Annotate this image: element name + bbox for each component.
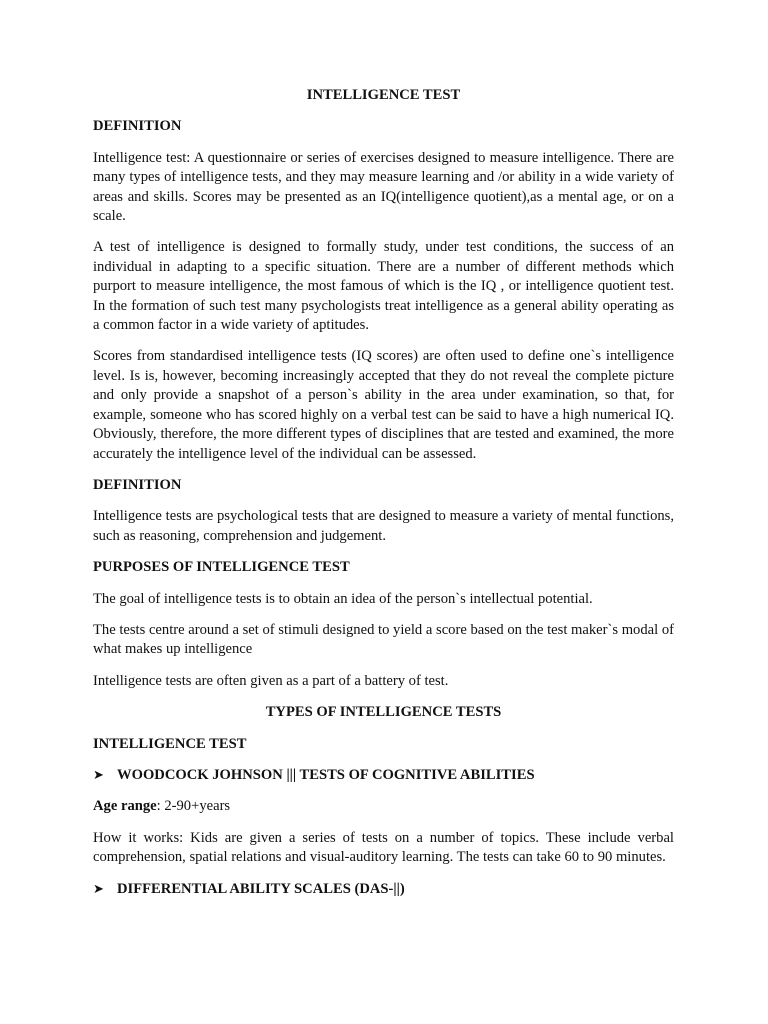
paragraph-goal: The goal of intelligence tests is to obtain an idea of the person`s intellectual potential.: [93, 590, 593, 607]
arrowhead-bullet-icon: ➤: [93, 881, 104, 897]
paragraph-scores: Scores from standardised intelligence tests (IQ scores) are often used to define one`s intelligence level. Is is, however, becoming increasingly accepted that they do not reveal the complete picture and only provide a snapshot of a person`s ability in the area under examination, so that, for example, someone who has scored highly on a verbal test can be said to have a high numerical IQ. Obviously, therefore, the more different types of disciplines that are tested and examined, the more accurately the intelligence level of the individual can be assessed.: [93, 348, 674, 462]
paragraph-battery: Intelligence tests are often given as a part of a battery of test.: [93, 672, 449, 689]
paragraph-how-it-works: How it works: Kids are given a series of tests on a number of topics. These include verbal comprehension, spatial relations and visual-auditory learning. The tests can take 60 to 90 minutes.: [93, 829, 674, 866]
document-page: [93, 86, 674, 911]
age-range-label: Age range: [93, 798, 157, 815]
age-range-value: : 2-90+years: [156, 798, 231, 815]
types-heading: TYPES OF INTELLIGENCE TESTS: [265, 704, 502, 721]
bullet-differential-ability: [93, 880, 674, 899]
paragraph-psychological-tests: Intelligence tests are psychological tests that are designed to measure a variety of mental functions, such as reasoning, comprehension and judgement.: [93, 508, 674, 544]
bullet-woodcock-johnson: [93, 766, 674, 785]
paragraph-definition: Intelligence test: A questionnaire or series of exercises designed to measure intelligence. There are many types of intelligence tests, and they may measure learning and /or ability in a wide variety of areas and skills. Scores may be presented as an IQ(intelligence quotient),as a mental age, or on a scale.: [93, 149, 674, 225]
age-range-line: [93, 797, 674, 816]
bullet-differential-ability-label: DIFFERENTIAL ABILITY SCALES (DAS-||): [117, 880, 405, 897]
intelligence-test-heading: INTELLIGENCE TEST: [93, 735, 247, 752]
paragraph-test-design: A test of intelligence is designed to formally study, under test conditions, the success of an individual in adapting to a specific situation. There are a number of different methods which purport to measure intelligence, the most famous of which is the IQ , or intelligence quotient test. In the formation of such test many psychologists treat intelligence as a general ability operating as a common factor in a wide variety of aptitudes.: [93, 239, 674, 334]
arrowhead-bullet-icon: ➤: [93, 767, 104, 783]
paragraph-stimuli: The tests centre around a set of stimuli designed to yield a score based on the test maker`s modal of what makes up intelligence: [93, 621, 674, 658]
definition-heading-second: DEFINITION: [93, 476, 182, 493]
document-title: INTELLIGENCE TEST: [306, 87, 461, 103]
definition-heading: DEFINITION: [93, 118, 182, 135]
bullet-woodcock-johnson-label: WOODCOCK JOHNSON ||| TESTS OF COGNITIVE ABILITIES: [117, 766, 535, 783]
purposes-heading: PURPOSES OF INTELLIGENCE TEST: [93, 559, 350, 576]
